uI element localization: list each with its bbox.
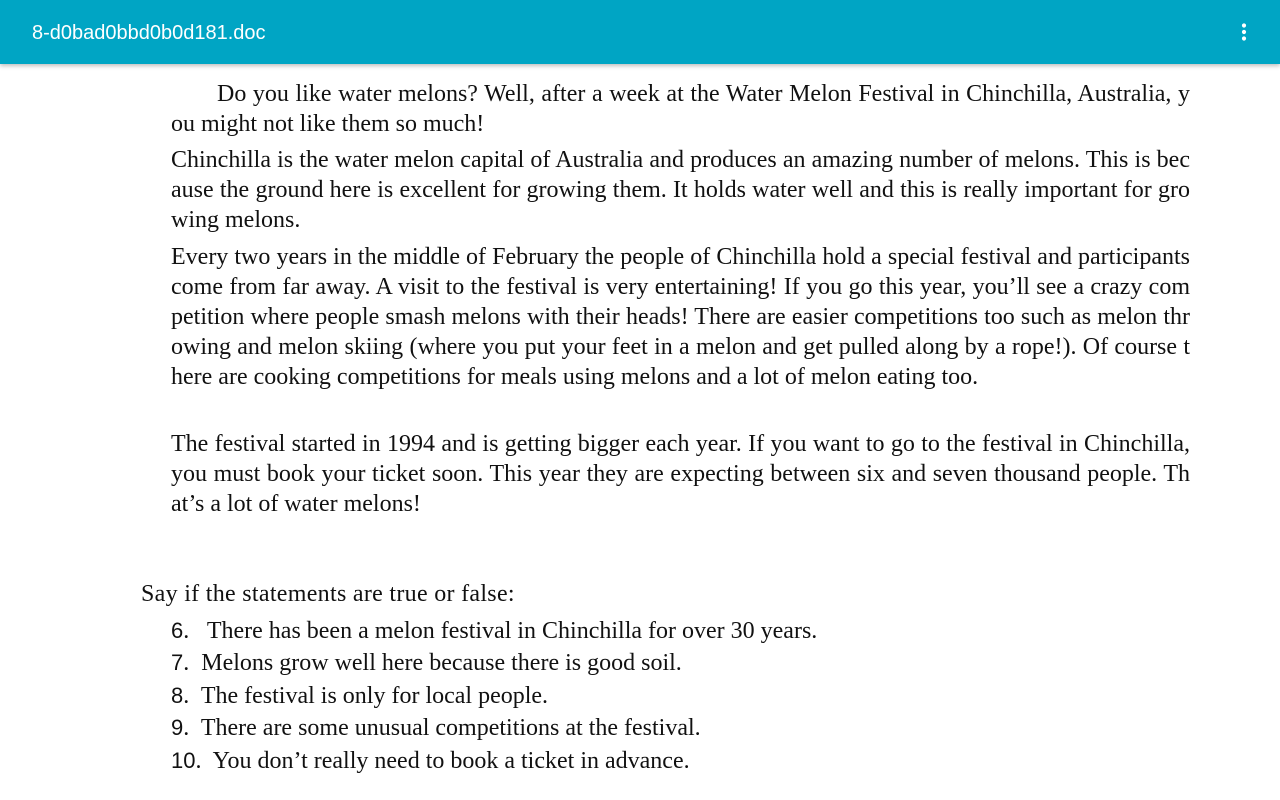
- question-number: 8: [171, 682, 184, 708]
- question-text: Melons grow well here because there is good soil.: [201, 650, 682, 677]
- paragraph-1: Do you like water melons? Well, after a week at the Water Melon Festival in Chinchilla, Australia, you might not like them so much!: [171, 81, 1190, 137]
- question-item: [171, 616, 817, 648]
- question-separator: .: [183, 650, 202, 677]
- questions-list: [171, 616, 817, 778]
- question-text: The festival is only for local people.: [200, 682, 549, 709]
- paragraph-2: Chinchilla is the water melon capital of Australia and produces an amazing number of melons. This is because the ground here is excellent for growing them. It holds water well and this is really important for growing melons.: [171, 147, 1190, 233]
- question-number: 6: [171, 618, 184, 643]
- question-separator: .: [183, 715, 201, 742]
- question-item: [171, 648, 817, 680]
- question-item: [171, 746, 817, 778]
- question-number: 7: [171, 650, 184, 676]
- question-number: 10: [171, 747, 196, 773]
- question-separator: .: [195, 747, 213, 774]
- app-bar: [0, 0, 1280, 64]
- question-separator: .: [183, 682, 201, 709]
- document-title: 8-d0bad0bbd0b0d181.doc: [32, 22, 266, 44]
- paragraph-4: The festival started in 1994 and is getting bigger each year. If you want to go to the festival in Chinchilla, you must book your ticket soon. This year they are expecting between six and seven thousand people. That’s a lot of water melons!: [171, 431, 1190, 517]
- question-item: [171, 681, 817, 713]
- question-number: 9: [171, 715, 184, 741]
- more-vert-icon[interactable]: [1230, 18, 1258, 46]
- questions-heading: Say if the statements are true or false:: [141, 581, 515, 607]
- paragraph-3: Every two years in the middle of February the people of Chinchilla hold a special festival and participants come from far away. A visit to the festival is very entertaining! If you go this year, you’ll see a crazy competition where people smash melons with their heads! There are easier competitions too such as melon throwing and melon skiing (where you put your feet in a melon and get pulled along by a rope!). Of course there are cooking competitions for meals using melons and a lot of melon eating too.: [171, 244, 1190, 390]
- question-text: There are some unusual competitions at the festival.: [200, 715, 701, 742]
- question-text: There has been a melon festival in Chinchilla for over 30 years.: [206, 618, 818, 644]
- question-text: You don’t really need to book a ticket in advance.: [212, 747, 690, 774]
- question-item: [171, 713, 817, 745]
- question-separator: .: [183, 618, 207, 644]
